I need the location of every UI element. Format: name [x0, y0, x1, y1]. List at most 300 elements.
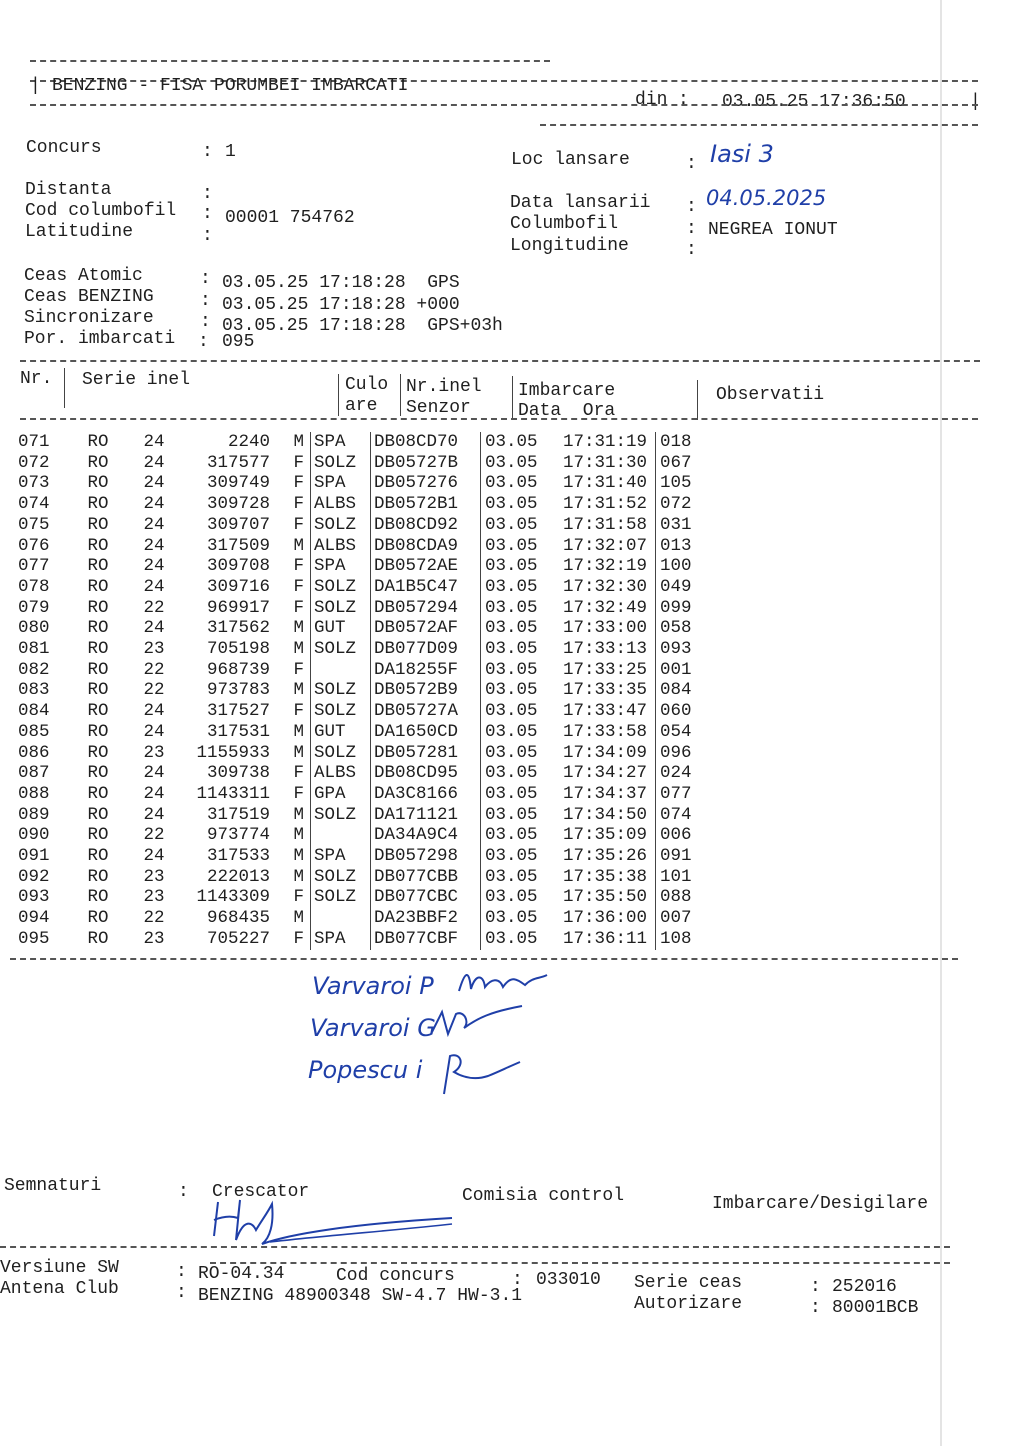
- boarding-date: 03.05: [481, 680, 564, 701]
- ring-country: RO: [87, 576, 109, 597]
- ring-year: 24: [143, 556, 165, 577]
- sincronizare-value: 03.05.25 17:18:28 GPS+03h: [222, 316, 503, 336]
- ring-country: RO: [87, 659, 109, 680]
- colon: :: [202, 204, 213, 224]
- col-header-data-ora: Data Ora: [518, 401, 616, 421]
- color: GPA: [311, 784, 371, 805]
- table-row: [18, 805, 720, 826]
- observation: 072: [656, 494, 721, 515]
- table-row: [18, 929, 720, 950]
- observation: 067: [656, 453, 721, 474]
- color: [311, 660, 371, 681]
- cod-concurs-value: 033010: [536, 1270, 601, 1290]
- observation: 049: [656, 577, 721, 598]
- boarding-time: 17:33:58: [563, 721, 648, 742]
- row-number: 094: [18, 908, 50, 929]
- autorizare-label: Autorizare: [634, 1294, 743, 1314]
- boarding-time: 17:32:49: [563, 597, 648, 618]
- observation: 108: [656, 929, 721, 950]
- divider: [20, 360, 980, 362]
- antena-club-value: BENZING 48900348 SW-4.7 HW-3.1: [198, 1286, 523, 1306]
- row-number: 083: [18, 680, 50, 701]
- sex: F: [293, 701, 304, 722]
- boarding-date: 03.05: [481, 929, 564, 950]
- color: ALBS: [311, 763, 371, 784]
- ring-country: RO: [87, 639, 109, 660]
- sex: F: [293, 576, 304, 597]
- sex: F: [293, 928, 304, 949]
- signature-mark-1: [455, 965, 555, 999]
- ring-number: 309728: [206, 494, 270, 515]
- serie-ceas-value: 252016: [832, 1277, 897, 1297]
- sensor-ring: DB077CBB: [371, 867, 481, 888]
- ring-country: RO: [87, 452, 109, 473]
- color: SPA: [311, 556, 371, 577]
- ceas-atomic-label: Ceas Atomic: [24, 266, 143, 286]
- observation: 054: [656, 722, 721, 743]
- row-number: 092: [18, 866, 50, 887]
- ring-country: RO: [87, 866, 109, 887]
- boarding-time: 17:34:09: [563, 742, 648, 763]
- boarding-date: 03.05: [481, 887, 564, 908]
- divider: [20, 418, 978, 420]
- color: [311, 908, 371, 929]
- sensor-ring: DB077CBC: [371, 887, 481, 908]
- divider: [540, 124, 978, 126]
- ring-country: RO: [87, 742, 109, 763]
- sensor-ring: DA171121: [371, 805, 481, 826]
- sex: M: [293, 908, 304, 929]
- observation: 058: [656, 618, 721, 639]
- row-number: 071: [18, 432, 50, 452]
- divider: [0, 1246, 950, 1248]
- table-row: [18, 660, 720, 681]
- table-row: [18, 846, 720, 867]
- boarding-time: 17:31:19: [563, 432, 648, 452]
- ring-number: 309738: [206, 763, 270, 784]
- sex: M: [293, 639, 304, 660]
- sensor-ring: DA34A9C4: [371, 825, 481, 846]
- boarding-date: 03.05: [481, 639, 564, 660]
- colon: :: [678, 90, 689, 110]
- boarding-time: 17:33:35: [563, 680, 648, 701]
- ring-year: 24: [143, 535, 165, 556]
- table-row: [18, 763, 720, 784]
- ring-year: 24: [143, 804, 165, 825]
- boarding-date: 03.05: [481, 473, 564, 494]
- concurs-value: 1: [225, 142, 236, 162]
- ring-country: RO: [87, 721, 109, 742]
- semnaturi-label: Semnaturi: [4, 1176, 102, 1196]
- divider: [30, 104, 978, 106]
- observation: 074: [656, 805, 721, 826]
- color: [311, 825, 371, 846]
- row-number: 086: [18, 742, 50, 763]
- row-number: 080: [18, 618, 50, 639]
- col-separator: [64, 368, 65, 408]
- col-header-nrinel: Nr.inel: [406, 377, 482, 397]
- col-header-culoare: Culo: [345, 375, 389, 395]
- colon: :: [810, 1298, 821, 1318]
- row-number: 087: [18, 763, 50, 784]
- boarding-time: 17:36:00: [563, 908, 648, 929]
- distanta-label: Distanta: [25, 180, 112, 200]
- ring-country: RO: [87, 846, 109, 867]
- ring-year: 23: [143, 639, 165, 660]
- ring-country: RO: [87, 701, 109, 722]
- table-row: [18, 618, 720, 639]
- ring-number: 309716: [206, 576, 270, 597]
- comisia-control-label: Comisia control: [462, 1186, 625, 1206]
- boarding-date: 03.05: [481, 867, 564, 888]
- color: SPA: [311, 846, 371, 867]
- colon: :: [200, 269, 211, 289]
- columbofil-value: NEGREA IONUT: [708, 220, 838, 240]
- sensor-ring: DB077D09: [371, 639, 481, 660]
- sensor-ring: DB0572B1: [371, 494, 481, 515]
- sensor-ring: DA18255F: [371, 660, 481, 681]
- sex: M: [293, 866, 304, 887]
- cod-columbofil-label: Cod columbofil: [25, 201, 177, 221]
- sex: M: [293, 804, 304, 825]
- col-separator: [512, 376, 513, 418]
- colon: :: [686, 240, 697, 260]
- sensor-ring: DB057276: [371, 473, 481, 494]
- data-lansarii-value: 04.05.2025: [706, 186, 827, 210]
- table-row: [18, 867, 720, 888]
- ring-country: RO: [87, 804, 109, 825]
- table-row: [18, 515, 720, 536]
- sex: F: [293, 556, 304, 577]
- sensor-ring: DA1650CD: [371, 722, 481, 743]
- sensor-ring: DB08CDA9: [371, 536, 481, 557]
- versiune-sw-value: RO-04.34: [198, 1264, 285, 1284]
- loc-lansare-label: Loc lansare: [511, 150, 630, 170]
- boarding-time: 17:31:30: [563, 452, 648, 473]
- table-row: [18, 908, 720, 929]
- signature-mark-2: [430, 1002, 530, 1042]
- ring-country: RO: [87, 597, 109, 618]
- sensor-ring: DB057298: [371, 846, 481, 867]
- longitudine-label: Longitudine: [510, 236, 629, 256]
- boarding-date: 03.05: [481, 846, 564, 867]
- sex: F: [293, 452, 304, 473]
- col-header-serie: Serie inel: [82, 370, 191, 390]
- row-number: 074: [18, 494, 50, 515]
- ring-number: 705198: [206, 639, 270, 660]
- colon: :: [512, 1270, 523, 1290]
- ceas-benzing-value: 03.05.25 17:18:28 +000: [222, 295, 460, 315]
- boarding-time: 17:35:09: [563, 825, 648, 846]
- sex: M: [293, 432, 304, 452]
- boarding-date: 03.05: [481, 536, 564, 557]
- ring-number: 968435: [206, 908, 270, 929]
- ring-year: 22: [143, 908, 165, 929]
- sensor-ring: DB08CD95: [371, 763, 481, 784]
- sex: F: [293, 887, 304, 908]
- boarding-time: 17:31:52: [563, 494, 648, 515]
- colon: :: [202, 142, 213, 162]
- boarding-time: 17:34:50: [563, 804, 648, 825]
- boarding-date: 03.05: [481, 598, 564, 619]
- boarding-time: 17:32:19: [563, 556, 648, 577]
- antena-club-label: Antena Club: [0, 1279, 119, 1299]
- boarding-time: 17:36:11: [563, 928, 648, 949]
- observation: 031: [656, 515, 721, 536]
- ring-year: 22: [143, 597, 165, 618]
- ring-country: RO: [87, 514, 109, 535]
- versiune-sw-label: Versiune SW: [0, 1258, 119, 1278]
- ring-country: RO: [87, 783, 109, 804]
- ring-number: 317509: [206, 535, 270, 556]
- ring-number: 317531: [206, 721, 270, 742]
- color: SOLZ: [311, 515, 371, 536]
- observation: 006: [656, 825, 721, 846]
- observation: 077: [656, 784, 721, 805]
- color: SPA: [311, 929, 371, 950]
- boarding-time: 17:34:27: [563, 763, 648, 784]
- latitudine-label: Latitudine: [25, 222, 134, 242]
- boarding-time: 17:33:00: [563, 618, 648, 639]
- observation: 100: [656, 556, 721, 577]
- boarding-date: 03.05: [481, 515, 564, 536]
- ring-year: 24: [143, 514, 165, 535]
- date-label: din: [635, 90, 668, 110]
- ring-year: 24: [143, 618, 165, 639]
- sensor-ring: DB057294: [371, 598, 481, 619]
- color: SOLZ: [311, 743, 371, 764]
- colon: :: [686, 154, 697, 174]
- ring-year: 23: [143, 928, 165, 949]
- boarding-date: 03.05: [481, 784, 564, 805]
- color: SOLZ: [311, 887, 371, 908]
- autorizare-value: 80001BCB: [832, 1298, 919, 1318]
- row-number: 084: [18, 701, 50, 722]
- sex: M: [293, 846, 304, 867]
- sensor-ring: DB08CD92: [371, 515, 481, 536]
- ring-number: 968739: [206, 659, 270, 680]
- boarding-date: 03.05: [481, 763, 564, 784]
- observation: 093: [656, 639, 721, 660]
- color: SOLZ: [311, 639, 371, 660]
- sex: F: [293, 473, 304, 494]
- crescator-label: Crescator: [212, 1182, 310, 1202]
- row-number: 085: [18, 721, 50, 742]
- ring-country: RO: [87, 680, 109, 701]
- ring-number: 1143311: [196, 783, 270, 804]
- ring-year: 24: [143, 701, 165, 722]
- crescator-signature: [200, 1194, 460, 1254]
- ring-country: RO: [87, 763, 109, 784]
- ring-country: RO: [87, 908, 109, 929]
- boarding-date: 03.05: [481, 805, 564, 826]
- table-row: [18, 680, 720, 701]
- observation: 024: [656, 763, 721, 784]
- row-number: 082: [18, 659, 50, 680]
- color: GUT: [311, 722, 371, 743]
- row-number: 077: [18, 556, 50, 577]
- colon: :: [178, 1182, 189, 1202]
- col-header-nr: Nr.: [20, 369, 53, 389]
- boarding-date: 03.05: [481, 825, 564, 846]
- color: SOLZ: [311, 867, 371, 888]
- table-row: [18, 701, 720, 722]
- ring-year: 22: [143, 825, 165, 846]
- colon: :: [200, 312, 211, 332]
- colon: :: [200, 291, 211, 311]
- loc-lansare-value: Iasi 3: [710, 140, 774, 168]
- serie-ceas-label: Serie ceas: [634, 1273, 743, 1293]
- row-number: 091: [18, 846, 50, 867]
- sex: M: [293, 680, 304, 701]
- boarding-time: 17:35:38: [563, 866, 648, 887]
- table-row: [18, 453, 720, 474]
- color: ALBS: [311, 536, 371, 557]
- sex: M: [293, 742, 304, 763]
- ring-number: 705227: [206, 928, 270, 949]
- sex: F: [293, 783, 304, 804]
- table-row: [18, 784, 720, 805]
- ring-number: 973783: [206, 680, 270, 701]
- ring-year: 24: [143, 473, 165, 494]
- row-number: 075: [18, 514, 50, 535]
- ring-number: 2240: [227, 432, 270, 452]
- ring-number: 317533: [206, 846, 270, 867]
- table-row: [18, 494, 720, 515]
- colon: :: [198, 332, 209, 352]
- sensor-ring: DB05727A: [371, 701, 481, 722]
- header-left-bar: |: [30, 76, 41, 96]
- signature-mark-3: [436, 1050, 526, 1100]
- boarding-date: 03.05: [481, 577, 564, 598]
- col-separator: [400, 374, 401, 416]
- boarding-date: 03.05: [481, 743, 564, 764]
- ring-year: 24: [143, 576, 165, 597]
- divider: [210, 1262, 950, 1264]
- boarding-date: 03.05: [481, 432, 564, 453]
- boarding-time: 17:35:50: [563, 887, 648, 908]
- row-number: 076: [18, 535, 50, 556]
- ring-year: 24: [143, 452, 165, 473]
- boarding-time: 17:32:07: [563, 535, 648, 556]
- ring-number: 309707: [206, 514, 270, 535]
- colon: :: [686, 197, 697, 217]
- ring-number: 317562: [206, 618, 270, 639]
- table-row: [18, 825, 720, 846]
- color: SPA: [311, 432, 371, 453]
- observation: 007: [656, 908, 721, 929]
- ring-year: 24: [143, 846, 165, 867]
- sex: F: [293, 597, 304, 618]
- table-row: [18, 577, 720, 598]
- ring-number: 222013: [206, 866, 270, 887]
- boarding-time: 17:33:25: [563, 659, 648, 680]
- divider: [30, 60, 550, 62]
- ring-year: 22: [143, 659, 165, 680]
- document-title: BENZING - FISA PORUMBEI IMBARCATI: [52, 76, 409, 96]
- color: SOLZ: [311, 598, 371, 619]
- pigeons-table: [18, 432, 720, 950]
- observation: 099: [656, 598, 721, 619]
- table-row: [18, 722, 720, 743]
- boarding-time: 17:34:37: [563, 783, 648, 804]
- observation: 013: [656, 536, 721, 557]
- ceas-atomic-value: 03.05.25 17:18:28 GPS: [222, 273, 460, 293]
- ring-number: 317519: [206, 804, 270, 825]
- sex: M: [293, 825, 304, 846]
- observation: 001: [656, 660, 721, 681]
- colon: :: [176, 1262, 187, 1282]
- ring-number: 309708: [206, 556, 270, 577]
- table-row: [18, 536, 720, 557]
- observation: 088: [656, 887, 721, 908]
- ring-number: 309749: [206, 473, 270, 494]
- cod-concurs-label: Cod concurs: [336, 1266, 455, 1286]
- boarding-date: 03.05: [481, 453, 564, 474]
- boarding-date: 03.05: [481, 618, 564, 639]
- header-right-bar: |: [970, 92, 981, 112]
- row-number: 095: [18, 928, 50, 949]
- ring-number: 973774: [206, 825, 270, 846]
- row-number: 078: [18, 576, 50, 597]
- row-number: 090: [18, 825, 50, 846]
- sex: M: [293, 721, 304, 742]
- sex: M: [293, 618, 304, 639]
- cod-columbofil-value: 00001 754762: [225, 208, 355, 228]
- sex: M: [293, 535, 304, 556]
- data-lansarii-label: Data lansarii: [510, 193, 651, 213]
- ring-year: 24: [143, 721, 165, 742]
- boarding-time: 17:33:47: [563, 701, 648, 722]
- observation: 101: [656, 867, 721, 888]
- boarding-time: 17:31:58: [563, 514, 648, 535]
- concurs-label: Concurs: [26, 138, 102, 158]
- table-row: [18, 473, 720, 494]
- color: SPA: [311, 473, 371, 494]
- ring-country: RO: [87, 887, 109, 908]
- colon: :: [202, 226, 213, 246]
- handwritten-name-2: Varvaroi G: [310, 1014, 436, 1042]
- sex: F: [293, 763, 304, 784]
- observation: 060: [656, 701, 721, 722]
- sensor-ring: DB057281: [371, 743, 481, 764]
- observation: 105: [656, 473, 721, 494]
- ring-year: 23: [143, 887, 165, 908]
- ring-country: RO: [87, 618, 109, 639]
- col-separator: [697, 380, 698, 420]
- colon: :: [810, 1277, 821, 1297]
- colon: :: [686, 219, 697, 239]
- ring-country: RO: [87, 556, 109, 577]
- color: ALBS: [311, 494, 371, 515]
- boarding-time: 17:33:13: [563, 639, 648, 660]
- ring-country: RO: [87, 473, 109, 494]
- sensor-ring: DB0572AE: [371, 556, 481, 577]
- colon: :: [202, 184, 213, 204]
- sensor-ring: DB0572AF: [371, 618, 481, 639]
- color: SOLZ: [311, 701, 371, 722]
- ring-year: 22: [143, 680, 165, 701]
- ring-year: 24: [143, 432, 165, 452]
- ring-country: RO: [87, 535, 109, 556]
- row-number: 073: [18, 473, 50, 494]
- divider: [10, 958, 958, 960]
- col-header-observatii: Observatii: [716, 385, 825, 405]
- ring-country: RO: [87, 494, 109, 515]
- row-number: 079: [18, 597, 50, 618]
- boarding-time: 17:32:30: [563, 576, 648, 597]
- colon: :: [176, 1283, 187, 1303]
